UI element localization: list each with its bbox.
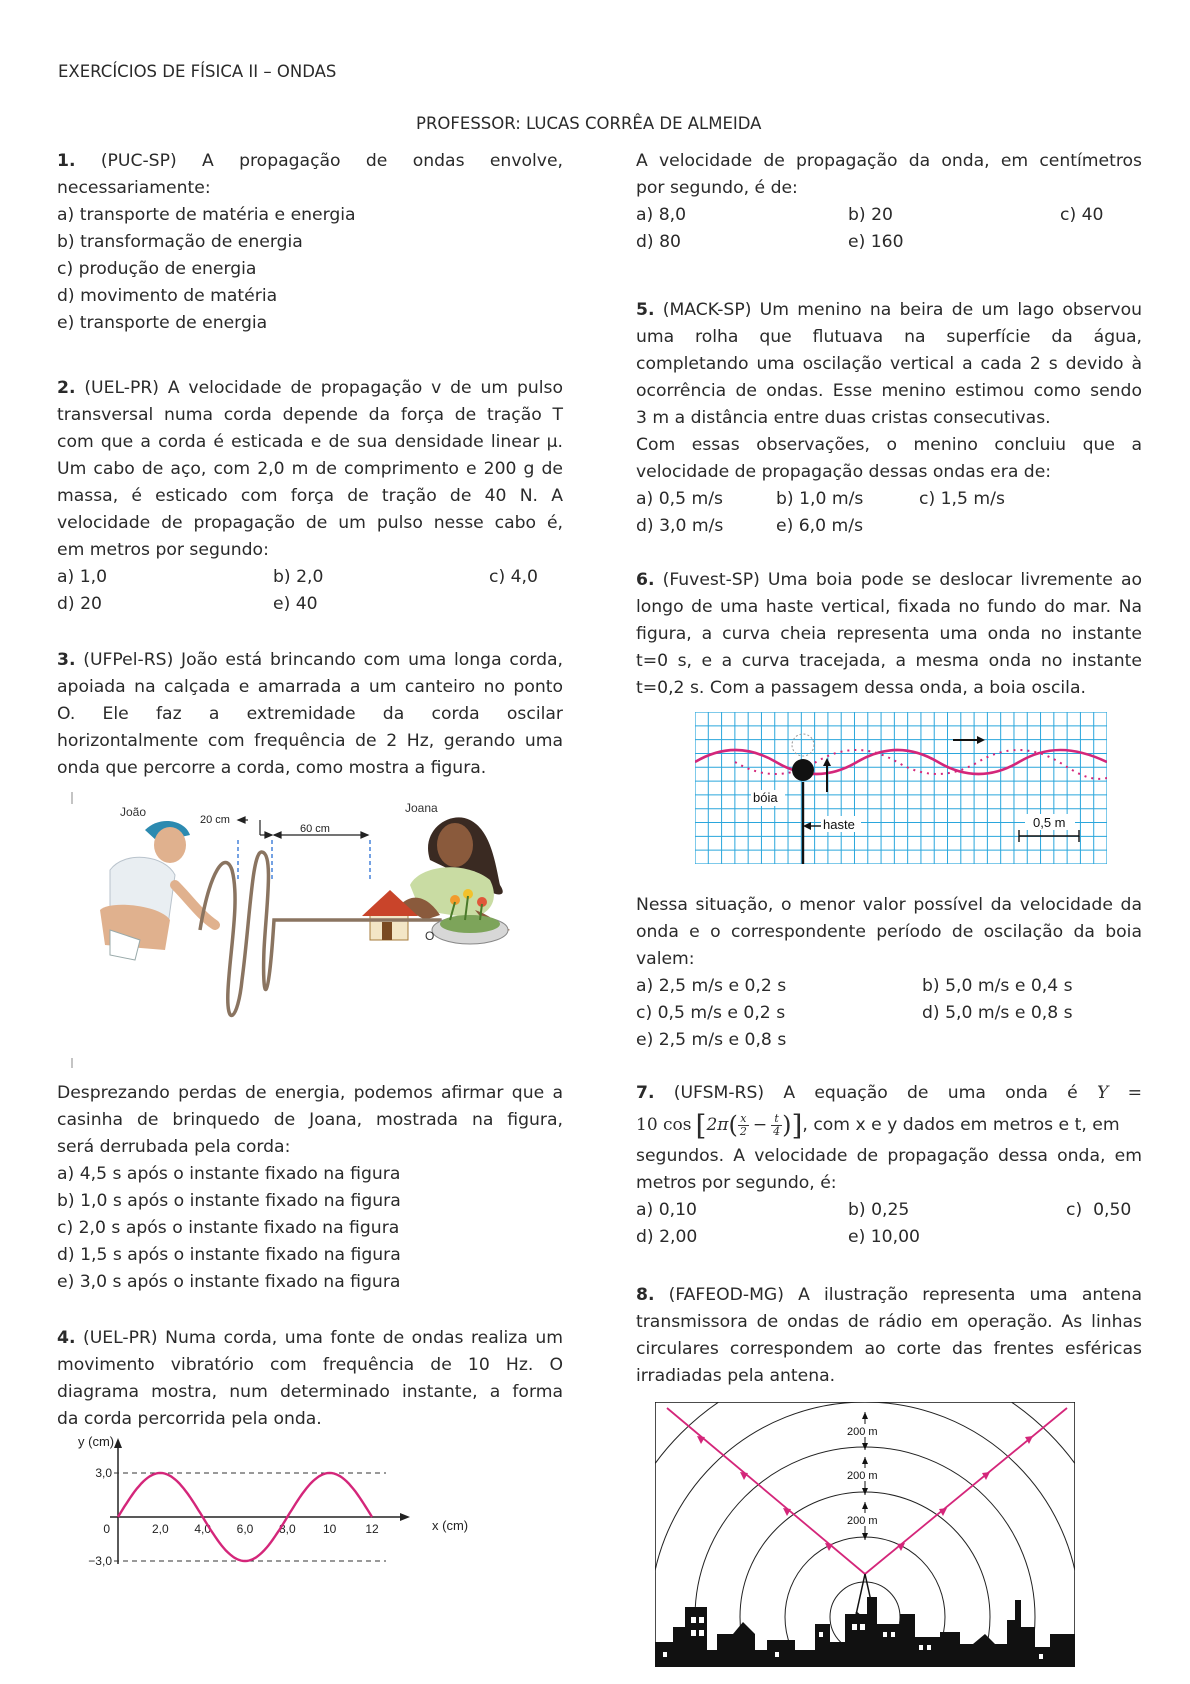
option-c: c) 0,50 xyxy=(1066,1200,1132,1220)
question-text: Desprezando perdas de energia, podemos afirmar que a xyxy=(57,1083,563,1103)
question-4 xyxy=(57,1325,563,1433)
question-2 xyxy=(57,375,563,618)
option-c: c) 4,0 xyxy=(489,567,538,587)
bracket-open: [ xyxy=(695,1108,707,1142)
fraction: $\frac{t}{4}$ xyxy=(773,1111,781,1138)
minus-sign: − xyxy=(752,1114,768,1135)
option-b: b) 1,0 s após o instante fixado na figura xyxy=(57,1191,401,1211)
y-tick-label: −3,0 xyxy=(88,1554,112,1568)
question-text: massa, é esticado com força de tração de 40 N. A xyxy=(57,486,563,506)
option-e: e) 6,0 m/s xyxy=(776,516,864,536)
option-e: e) 3,0 s após o instante fixado na figura xyxy=(57,1272,401,1292)
wave-equation xyxy=(636,1107,1142,1143)
question-text: onda que percorre a corda, como mostra a figura. xyxy=(57,758,487,778)
option-c: c) 2,0 s após o instante fixado na figura xyxy=(57,1218,400,1238)
option-a: a) 0,5 m/s xyxy=(636,489,723,509)
option-b: b) 0,25 xyxy=(848,1200,910,1220)
fraction: x 2 xyxy=(739,1111,747,1138)
y-axis-arrow xyxy=(114,1438,122,1448)
option-c: c) 40 xyxy=(1060,205,1104,225)
question-text: 3 m a distância entre duas cristas consecutivas. xyxy=(636,408,1051,428)
chart-axes xyxy=(88,1438,410,1568)
option-b: b) 20 xyxy=(848,205,893,225)
paren-open: ( xyxy=(728,1110,738,1139)
question-text: (UEL-PR) A velocidade de propagação v de um pulso xyxy=(84,378,563,398)
professor-name: PROFESSOR: LUCAS CORRÊA DE ALMEIDA xyxy=(416,114,762,133)
buoy-wave-figure xyxy=(695,712,1107,864)
x-tick-label: 12 xyxy=(365,1522,379,1536)
question-text: O. Ele faz a extremidade da corda oscilar xyxy=(57,704,563,724)
option-d: d) 20 xyxy=(57,594,102,614)
label-200m-outer: 200 m xyxy=(847,1426,878,1438)
question-1 xyxy=(57,148,563,337)
question-number: 5. xyxy=(636,300,655,320)
wave-chart xyxy=(60,1432,490,1572)
option-e: e) 160 xyxy=(848,232,904,252)
label-haste: haste xyxy=(823,817,855,832)
option-a: a) 1,0 xyxy=(57,567,108,587)
question-text: A velocidade de propagação da onda, em centímetros xyxy=(636,151,1142,171)
question-text: velocidade de propagação de um pulso nesse cabo é, xyxy=(57,513,563,533)
y-axis-label: y (cm) xyxy=(78,1434,115,1449)
y-tick-label: 3,0 xyxy=(95,1466,112,1480)
buoy xyxy=(792,759,814,781)
label-boia: bóia xyxy=(753,790,778,805)
joao-illustration xyxy=(100,821,215,960)
question-7 xyxy=(636,1080,1142,1251)
option-d: d) 3,0 m/s xyxy=(636,516,724,536)
question-3 xyxy=(57,647,563,782)
question-text: (UEL-PR) Numa corda, uma fonte de ondas realiza um xyxy=(83,1328,563,1348)
question-text: movimento vibratório com frequência de 10 Hz. O xyxy=(57,1355,563,1375)
question-text: horizontalmente com frequência de 2 Hz, gerando uma xyxy=(57,731,563,751)
option-d: d) 80 xyxy=(636,232,681,252)
question-text: (PUC-SP) A propagação de ondas envolve, xyxy=(100,151,563,171)
x-tick-label: 0 xyxy=(103,1522,110,1536)
option-b: b) 1,0 m/s xyxy=(776,489,864,509)
option-a: a) 2,5 m/s e 0,2 s xyxy=(636,976,787,996)
label-scale: 0,5 m xyxy=(1033,815,1066,830)
label-60cm: 60 cm xyxy=(300,823,330,835)
question-text: uma rolha que flutuava na superfície da água, xyxy=(636,327,1142,347)
equation-variable: Y = xyxy=(1097,1083,1142,1103)
question-text: em metros por segundo: xyxy=(57,540,269,560)
question-number: 8. xyxy=(636,1285,655,1305)
x-axis-arrow xyxy=(400,1513,410,1521)
question-text: metros por segundo, é: xyxy=(636,1173,837,1193)
label-joao: João xyxy=(120,805,147,819)
option-d: d) 5,0 m/s e 0,8 s xyxy=(922,1003,1073,1023)
question-text: será derrubada pela corda: xyxy=(57,1137,291,1157)
option-b: b) 5,0 m/s e 0,4 s xyxy=(922,976,1073,996)
equation-part: 10 cos xyxy=(636,1114,692,1135)
question-text: (UFPel-RS) João está brincando com uma longa corda, xyxy=(83,650,563,670)
question-number: 4. xyxy=(57,1328,76,1348)
antenna-figure xyxy=(655,1402,1075,1667)
x-tick-label: 10 xyxy=(322,1522,337,1536)
question-text: circulares correspondem ao corte das frentes esféricas xyxy=(636,1339,1142,1359)
question-text: transmissora de ondas de rádio em operação. As linhas xyxy=(636,1312,1142,1332)
option-d: d) 2,00 xyxy=(636,1227,698,1247)
question-text: por segundo, é de: xyxy=(636,178,798,198)
option-c: c) 1,5 m/s xyxy=(919,489,1005,509)
question-text: t=0 s, e a curva tracejada, a mesma onda no instante xyxy=(636,651,1142,671)
question-text: velocidade de propagação dessas ondas era de: xyxy=(636,462,1052,482)
question-5 xyxy=(636,297,1142,540)
x-tick-label: 4,0 xyxy=(194,1522,212,1536)
question-number: 3. xyxy=(57,650,76,670)
question-3-continued xyxy=(57,1080,563,1296)
option-b: b) transformação de energia xyxy=(57,232,303,252)
question-text: transversal numa corda depende da força de tração T xyxy=(57,405,563,425)
bracket-close: ] xyxy=(791,1108,803,1142)
question-text: completando uma oscilação vertical a cada 2 s devido à xyxy=(636,354,1142,374)
paren-close: ) xyxy=(782,1110,792,1139)
question-8 xyxy=(636,1282,1142,1390)
question-text: t=0,2 s. Com a passagem dessa onda, a boia oscila. xyxy=(636,678,1086,698)
option-e: e) transporte de energia xyxy=(57,313,268,333)
question-number: 1. xyxy=(57,151,76,171)
option-d: d) movimento de matéria xyxy=(57,286,278,306)
document-title: EXERCÍCIOS DE FÍSICA II – ONDAS xyxy=(58,62,337,81)
question-text: da corda percorrida pela onda. xyxy=(57,1409,322,1429)
label-200m-inner: 200 m xyxy=(847,1515,878,1527)
x-tick-label: 6,0 xyxy=(236,1522,254,1536)
question-text: casinha de brinquedo de Joana, mostrada na figura, xyxy=(57,1110,563,1130)
question-text: segundos. A velocidade de propagação dessa onda, em xyxy=(636,1146,1142,1166)
question-6 xyxy=(636,567,1142,702)
option-c: c) produção de energia xyxy=(57,259,257,279)
option-e: e) 10,00 xyxy=(848,1227,920,1247)
question-text: diagrama mostra, num determinado instante, a forma xyxy=(57,1382,563,1402)
x-axis-label: x (cm) xyxy=(432,1518,469,1533)
option-b: b) 2,0 xyxy=(273,567,324,587)
question-text: apoiada na calçada e amarrada a um canteiro no ponto xyxy=(57,677,563,697)
label-joana: Joana xyxy=(405,801,438,815)
question-4-continued xyxy=(636,148,1142,256)
option-e: e) 40 xyxy=(273,594,318,614)
label-point-o: O xyxy=(425,929,435,943)
question-text: onda e o correspondente período de oscilação da boia xyxy=(636,922,1142,942)
question-text: (FAFEOD-MG) A ilustração representa uma antena xyxy=(668,1285,1142,1305)
x-tick-label: 2,0 xyxy=(151,1522,169,1536)
toy-house-illustration xyxy=(362,890,418,940)
question-text: figura, a curva cheia representa uma onda no instante xyxy=(636,624,1142,644)
question-number: 2. xyxy=(57,378,76,398)
equation-part: 2π xyxy=(706,1114,729,1135)
question-text: Nessa situação, o menor valor possível da velocidade da xyxy=(636,895,1142,915)
option-a: a) 8,0 xyxy=(636,205,687,225)
option-e: e) 2,5 m/s e 0,8 s xyxy=(636,1030,787,1050)
question-text: necessariamente: xyxy=(57,178,211,198)
question-text: com que a corda é esticada e de sua densidade linear μ. xyxy=(57,432,563,452)
label-20cm: 20 cm xyxy=(200,814,230,826)
option-c: c) 0,5 m/s e 0,2 s xyxy=(636,1003,786,1023)
option-a: a) 4,5 s após o instante fixado na figura xyxy=(57,1164,401,1184)
option-a: a) transporte de matéria e energia xyxy=(57,205,356,225)
option-a: a) 0,10 xyxy=(636,1200,697,1220)
question-text: Um cabo de aço, com 2,0 m de comprimento e 200 g de xyxy=(57,459,563,479)
question-number: 7. xyxy=(636,1083,655,1103)
question-text: ocorrência de ondas. Esse menino estimou como sendo xyxy=(636,381,1142,401)
question-text: valem: xyxy=(636,949,695,969)
question-text: (MACK-SP) Um menino na beira de um lago observou xyxy=(662,300,1142,320)
question-number: 6. xyxy=(636,570,655,590)
question-text: Com essas observações, o menino concluiu que a xyxy=(636,435,1142,455)
question-text: (UFSM-RS) A equação de uma onda é xyxy=(673,1083,1078,1103)
question-text: longo de uma haste vertical, fixada no fundo do mar. Na xyxy=(636,597,1142,617)
question-text: , com x e y dados em metros e t, em xyxy=(802,1114,1120,1135)
question-6-continued xyxy=(636,892,1142,1054)
question-text: (Fuvest-SP) Uma boia pode se deslocar livremente ao xyxy=(662,570,1142,590)
rope-figure xyxy=(70,790,570,1070)
x-tick-label: 8,0 xyxy=(278,1522,296,1536)
option-d: d) 1,5 s após o instante fixado na figura xyxy=(57,1245,401,1265)
label-200m-middle: 200 m xyxy=(847,1470,878,1482)
question-text: irradiadas pela antena. xyxy=(636,1366,836,1386)
